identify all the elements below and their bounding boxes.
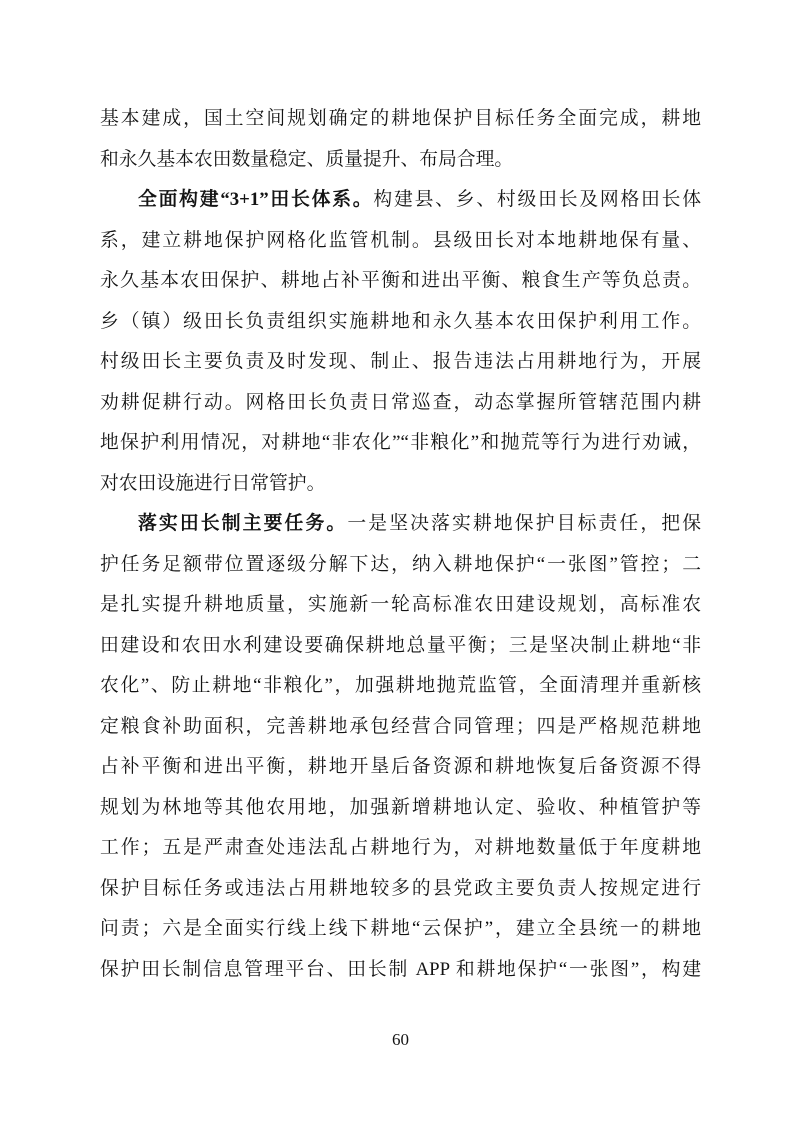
text-line-17 — [100, 747, 701, 788]
paragraph-lead: 全面构建“3+1”田长体系。 — [138, 189, 374, 210]
page-body-text — [100, 99, 701, 990]
line-text: 构建县、乡、村级田长及网格田长体 — [373, 189, 702, 210]
line-text: 规划为林地等其他农用地，加强新增耕地认定、验收、种植管护等 — [100, 796, 701, 818]
line-text: 乡（镇）级田长负责组织实施耕地和永久基本农田保护利用工作。 — [100, 310, 701, 332]
text-line-9 — [100, 423, 701, 464]
text-line-7 — [100, 342, 701, 383]
text-line-1 — [100, 99, 701, 140]
line-text: 问责；六是全面实行线上线下耕地“云保护”，建立全县统一的耕地 — [100, 918, 701, 939]
text-line-12 — [100, 545, 701, 586]
text-line-19 — [100, 828, 701, 869]
line-text: 占补平衡和进出平衡，耕地开垦后备资源和耕地恢复后备资源不得 — [100, 756, 701, 777]
line-text: 保护目标任务或违法占用耕地较多的县党政主要负责人按规定进行 — [100, 877, 701, 899]
line-text: 地保护利用情况，对耕地“非农化”“非粮化”和抛荒等行为进行劝诫， — [100, 432, 701, 453]
text-line-3 — [100, 180, 701, 221]
text-line-8 — [100, 383, 701, 424]
text-line-15 — [100, 666, 701, 707]
line-text: 基本建成，国土空间规划确定的耕地保护目标任务全面完成，耕地 — [100, 108, 701, 129]
text-line-16 — [100, 707, 701, 748]
text-line-10 — [100, 464, 701, 505]
text-line-2 — [100, 140, 701, 181]
text-line-11 — [100, 504, 701, 545]
line-text: 永久基本农田保护、耕地占补平衡和进出平衡、粮食生产等负总责。 — [100, 270, 701, 291]
line-text: 田建设和农田水利建设要确保耕地总量平衡；三是坚决制止耕地“非 — [100, 634, 701, 656]
line-text: 劝耕促耕行动。网格田长负责日常巡查，动态掌握所管辖范围内耕 — [100, 391, 701, 413]
line-text: 护任务足额带位置逐级分解下达，纳入耕地保护“一张图”管控；二 — [100, 553, 701, 575]
line-text: 定粮食补助面积，完善耕地承包经营合同管理；四是严格规范耕地 — [100, 715, 701, 737]
text-line-6 — [100, 302, 701, 343]
text-line-4 — [100, 221, 701, 262]
line-text: 对农田设施进行日常管护。 — [100, 472, 326, 494]
text-line-22 — [100, 950, 701, 991]
line-text: 系，建立耕地保护网格化监管机制。县级田长对本地耕地保有量、 — [100, 229, 701, 251]
page-number: 60 — [392, 1030, 409, 1049]
line-text: 保护田长制信息管理平台、田长制 APP 和耕地保护“一张图”，构建 — [100, 958, 701, 980]
text-line-21 — [100, 909, 701, 950]
line-text: 村级田长主要负责及时发现、制止、报告违法占用耕地行为，开展 — [100, 351, 701, 372]
line-text: 农化”、防止耕地“非粮化”，加强耕地抛荒监管，全面清理并重新核 — [100, 675, 701, 696]
line-text: 和永久基本农田数量稳定、质量提升、布局合理。 — [100, 148, 514, 170]
text-line-14 — [100, 626, 701, 667]
line-text: 是扎实提升耕地质量，实施新一轮高标准农田建设规划，高标准农 — [100, 594, 701, 615]
text-line-13 — [100, 585, 701, 626]
paragraph-lead: 落实田长制主要任务。 — [138, 513, 348, 534]
line-text: 工作；五是严肃查处违法乱占耕地行为，对耕地数量低于年度耕地 — [100, 837, 701, 858]
text-line-5 — [100, 261, 701, 302]
text-line-18 — [100, 788, 701, 829]
text-line-20 — [100, 869, 701, 910]
line-text: 一是坚决落实耕地保护目标责任，把保 — [347, 513, 702, 534]
